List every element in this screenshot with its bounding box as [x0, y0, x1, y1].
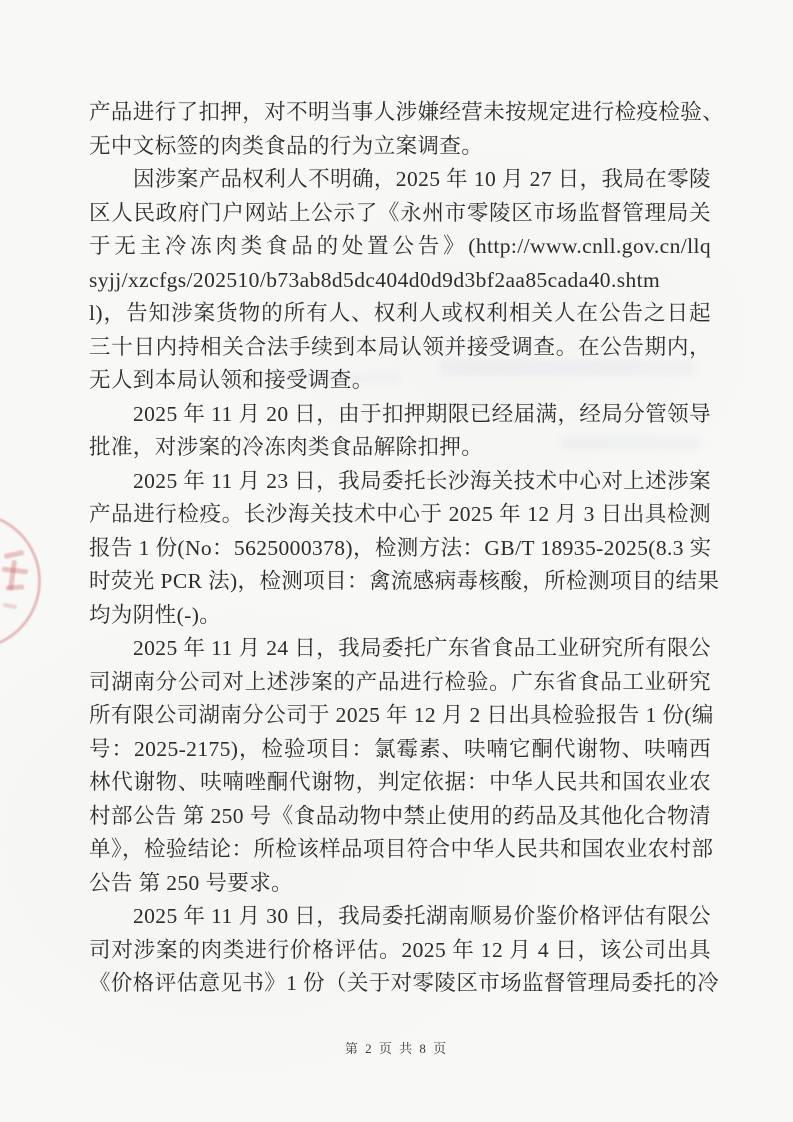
document-line: 无人到本局认领和接受调查。 [89, 368, 374, 392]
document-line: 号：2025-2175)，检验项目：氯霉素、呋喃它酮代谢物、呋喃西 [89, 736, 711, 761]
document-line: 司湖南分公司对上述涉案的产品进行检验。广东省食品工业研究 [89, 669, 711, 694]
document-line: 单》，检验结论：所检该样品项目符合中华人民共和国农业农村部 [89, 837, 714, 861]
document-line: 林代谢物、呋喃唑酮代谢物，判定依据：中华人民共和国农业农 [89, 770, 711, 794]
document-line: 无中文标签的肉类食品的行为立案调查。 [89, 133, 484, 158]
document-line: 三十日内持相关合法手续到本局认领并接受调查。在公告期内， [89, 334, 711, 359]
document-line: syjj/xzcfgs/202510/b73ab8d5dc404d0d9d3bf2aa85cada40.shtm [89, 267, 661, 292]
document-line: 2025 年 11 月 20 日，由于扣押期限已经届满，经局分管领导 [133, 401, 711, 426]
document-body [89, 96, 725, 1001]
document-line: 时荧光 PCR 法)，检测项目：禽流感病毒核酸，所检测项目的结果 [89, 569, 720, 593]
document-line: 于无主冷冻肉类食品的处置公告》(http://www.cnll.gov.cn/llq [89, 234, 711, 258]
document-line: 2025 年 11 月 30 日，我局委托湖南顺易价鉴价格评估有限公 [133, 904, 711, 928]
document-line: 区人民政府门户网站上公示了《永州市零陵区市场监督管理局关 [89, 200, 711, 225]
document-line: 村部公告 第 250 号《食品动物中禁止使用的药品及其他化合物清 [89, 803, 711, 828]
document-line: 批准，对涉案的冷冻肉类食品解除扣押。 [89, 435, 484, 459]
document-line: 公告 第 250 号要求。 [89, 870, 294, 895]
document-line: 均为阴性(-)。 [89, 602, 222, 627]
document-line: l)，告知涉案货物的所有人、权利人或权利相关人在公告之日起 [89, 301, 711, 325]
document-line: 产品进行了扣押，对不明当事人涉嫌经营未按规定进行检疫检验、 [89, 100, 725, 124]
document-line: 《价格评估意见书》1 份（关于对零陵区市场监督管理局委托的冷 [89, 971, 720, 995]
document-line: 2025 年 11 月 23 日，我局委托长沙海关技术中心对上述涉案 [133, 468, 711, 493]
page-number-footer: 第 2 页 共 8 页 [344, 1041, 449, 1056]
document-line: 产品进行检疫。长沙海关技术中心于 2025 年 12 月 3 日出具检测 [89, 502, 711, 526]
document-line: 报告 1 份(No：5625000378)，检测方法：GB/T 18935-2025(8.3 实 [89, 535, 712, 560]
official-seal-partial [0, 512, 41, 650]
document-line: 所有限公司湖南分公司于 2025 年 12 月 2 日出具检验报告 1 份(编 [89, 703, 714, 727]
document-line: 2025 年 11 月 24 日，我局委托广东省食品工业研究所有限公 [133, 636, 711, 660]
document-line: 司对涉案的肉类进行价格评估。2025 年 12 月 4 日，该公司出具 [89, 937, 711, 962]
document-line: 因涉案产品权利人不明确，2025 年 10 月 27 日，我局在零陵 [133, 167, 711, 191]
